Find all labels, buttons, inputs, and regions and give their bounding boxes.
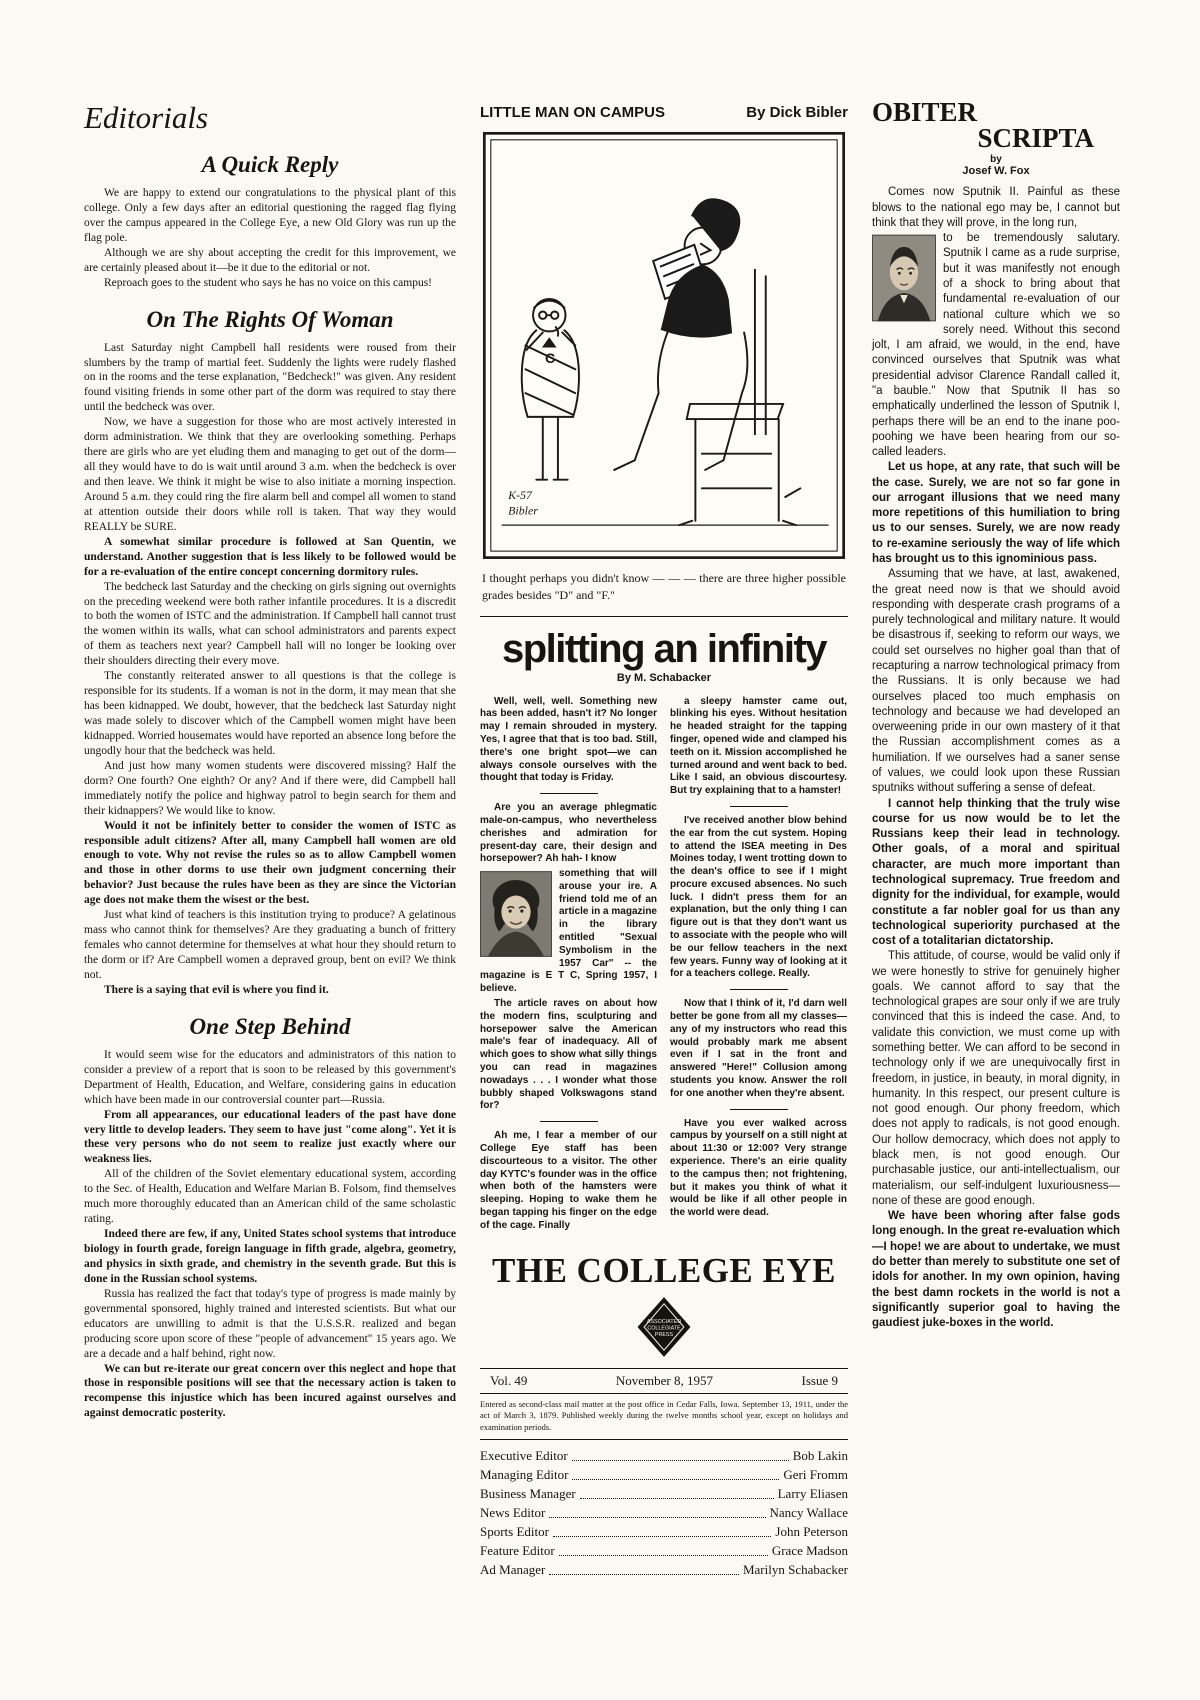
leader-dots <box>559 1555 768 1556</box>
obiter-paragraph-wrapped: to be tremendously salutary. Sputnik I came as a rude surprise, but it was manifestly not enough of a shock to bring about that fundamental re-evaluation of our national culture which we so sorely need. Without this second jolt, I am afraid, we would, in the end, have convinced ourselves that Sputnik was what presidential advisor Clarence Randall called it, "a bauble." Now that Sputnik II has so emphatically underlined the lesson of Sputnik I, perhaps there will be an end to the inane poo-poohing we have been hearing from our so-called leaders. <box>872 232 1120 459</box>
article-body-one-step-behind <box>84 1048 456 1421</box>
article-title-rights-of-woman: On The Rights Of Woman <box>146 306 394 332</box>
feature-paragraph: Now that I think of it, I'd darn well better be gone from all my classes—any of my instructors who read this would probably mark me absent even if I sat in the front and answered "Here!" Collusion among students you know. Answer the roll for one another when they're absent. <box>670 998 847 1099</box>
staff-name: Grace Madson <box>771 1542 848 1558</box>
feature-paragraph: Have you ever walked across campus by yourself on a still night at about 11:30 or 12:00? Very strange experience. There's an eirie quality to the campus then; not frightening, but it makes you think of what it would be like if all other people in the world were dead. <box>670 1117 847 1219</box>
editorial-paragraph: It would seem wise for the educators and administrators of this nation to consider a preview of a report that is soon to be released by this government's Department of Health, Education, and Welfare, considering gains in education which have been made in our controversial counter part—Russia. <box>84 1048 456 1106</box>
obiter-scripta-column <box>872 97 1120 1579</box>
cartoon-caption: I thought perhaps you didn't know — — — there are three higher possible grades besides "D" and "F." <box>482 570 846 602</box>
staff-row <box>480 1503 848 1522</box>
staff-row <box>480 1522 848 1541</box>
editorial-paragraph: Indeed there are few, if any, United States school systems that introduce biology in fourth grade, foreign language in fifth grade, algebra, geometry, and physics in sixth grade, and chemistry in the seventh grade. But this is done in the Russian school systems. <box>84 1228 456 1285</box>
leader-dots <box>572 1479 779 1480</box>
feature-paragraph: The article raves on about how the modern fins, sculpturing and horsepower salve the American male's fear of inadequacy. All of which goes to show what silly things you can read in magazines nowadays . . . I wonder what those bubbly shaped Volkswagons stand for? <box>480 998 657 1112</box>
center-column <box>480 100 848 1579</box>
editorial-paragraph: There is a saying that evil is where you find it. <box>104 983 329 996</box>
masthead-fine-print: Entered as second-class mail matter at the post office in Cedar Falls, Iowa. September 13, 1911, under the act of March 3, 1879. Published weekly during the twelve months school year, except on holidays and examination periods. <box>480 1394 848 1440</box>
editorial-paragraph: Although we are shy about accepting the credit for this improvement, we are certainly pleased about it—be it due to the editorial or not. <box>84 246 456 274</box>
leader-dots <box>549 1517 765 1518</box>
article-body-a-quick-reply <box>84 186 456 291</box>
obiter-paragraph: Comes now Sputnik II. Painful as these blows to the national ego may be, I cannot but think that they will prove, in the long run, <box>872 186 1120 229</box>
editorial-paragraph: All of the children of the Soviet elementary educational system, according to the Sec. of Health, Education and Welfare Marian B. Folsom, find themselves much more thoroughly educated than an American child of the same scholastic rating. <box>84 1168 456 1226</box>
feature-byline: By M. Schabacker <box>616 671 712 684</box>
obiter-paragraph: We have been whoring after false gods long enough. In the great re-evaluation which—I hope! we are about to undertake, we must do better than merely to substitute one set of idols for another. In my own opinion, having the best damn rockets in the world is not a significantly superior goal to having the gaudiest juke-boxes in the world. <box>872 1210 1120 1330</box>
cartoon-kicker: LITTLE MAN ON CAMPUS <box>480 104 665 121</box>
svg-text:COLLEGIATE: COLLEGIATE <box>647 1325 681 1332</box>
obiter-paragraph: Let us hope, at any rate, that such will be the case. Surely, we are not so far gone in our arrogant illusions that we need many more repetitions of this humiliation to bring us to our senses. Surely, we are now ready to re-examine seriously the way of life which has brought us to this ignominious pass. <box>872 461 1120 566</box>
masthead-title: THE COLLEGE EYE <box>492 1250 836 1290</box>
feature-column-2 <box>670 696 847 1235</box>
cartoon-byline: By Dick Bibler <box>746 104 848 121</box>
staff-name: Geri Fromm <box>783 1466 848 1482</box>
editorial-paragraph: Reproach goes to the student who says he has no voice on this campus! <box>104 276 433 289</box>
staff-name: Marilyn Schabacker <box>742 1561 848 1577</box>
staff-role: Feature Editor <box>480 1542 555 1558</box>
volume-row <box>480 1368 848 1394</box>
feature-paragraph: Are you an average phlegmatic male-on-campus, who nevertheless cherishes and admiration for present-day care, their design and horsepower? Ah hah- I know <box>480 802 657 865</box>
editorial-paragraph: From all appearances, our educational leaders of the past have done very little to develop leaders. They seem to have just "come along". Yet it is these very persons who do not seem to realize just exactly where our weakness lies. <box>84 1108 456 1166</box>
cartoon-signature-line1: K-57 <box>508 488 532 503</box>
svg-text:PRESS: PRESS <box>654 1331 674 1338</box>
issue-number: Issue 9 <box>801 1372 838 1388</box>
editorial-paragraph: The bedcheck last Saturday and the checking on girls signing out overnights on the preceding weekend were both rather infantile procedures. It is a discredit to both the women of ISTC and the administration. If Campbell hall cannot trust the women within its walls, what can school administrators and parents expect of them as teachers next year? Campbell hall will no longer be looking over their shoulders directing their every move. <box>84 580 456 668</box>
staff-name: Nancy Wallace <box>769 1504 848 1520</box>
obiter-paragraph: Assuming that we have, at last, awakened, the great need now is that we should avoid responding with desperate crash programs of a purely technological and military nature. It would be disastrous if, seeking to reform our ways, we could set ourselves no higher goal than that of recapturing a narrow technological primacy from the Russians. It is only because we had ourselves placed too much emphasis on technology and because we had developed an overweening pride in our own mastery of it that the Russian accomplishment comes as a humiliation. If we ourselves had a saner sense of values, we could look upon these Russian sputniks without suffering a sense of defeat. <box>872 568 1120 795</box>
editorial-paragraph: Would it not be infinitely better to consider the women of ISTC as responsible adult citizens? After all, many Campbell hall women are old enough to vote. Why not revise the rules so as to allow Campbell women and those in other dorms to use their own judgment concerning their behavior? Just because the rules have been as they are since the Victorian age does not make them the wisest or the best. <box>84 819 456 907</box>
editorial-paragraph: The constantly reiterated answer to all questions is that the college is responsible for its students. If a woman is not in the dorm, it may mean that she has been kidnapped. We doubt, however, that the bedcheck last Saturday night was made solely to discover which of the Campbell women might have been kidnapped. Worried housemates would have reported an absence long before the ungodly hour that the bedcheck was held. <box>84 670 456 757</box>
leader-dots <box>549 1574 739 1575</box>
masthead <box>480 1250 848 1579</box>
cartoon-header <box>480 104 848 121</box>
staff-role: Business Manager <box>480 1485 576 1501</box>
feature-col1-bottom <box>480 998 657 1233</box>
leader-dots <box>553 1536 771 1537</box>
cartoon-signature-line2: Bibler <box>508 503 538 518</box>
section-rule <box>540 1121 598 1122</box>
feature-headline: splitting an infinity <box>480 616 848 669</box>
editorials-section-label: Editorials <box>84 100 209 135</box>
cartoon-image <box>480 129 848 562</box>
feature-column-1 <box>480 696 657 1235</box>
editorial-paragraph: Russia has realized the fact that today's type of progress is made mainly by governmental sponsored, highly trained and interested scientists. But what our educators are unwilling to admit is that the U.S.S.R. realized and began producing score upon score of these "people of advancement" 15 years ago. We are a decade and a half behind, right now. <box>84 1287 456 1360</box>
obiter-title-line2: SCRIPTA <box>977 122 1094 153</box>
acp-logo <box>480 1294 848 1360</box>
obiter-portrait-photo <box>872 234 936 327</box>
leader-dots <box>580 1498 774 1499</box>
svg-text:ASSOCIATED: ASSOCIATED <box>646 1318 682 1325</box>
feature-col1-top <box>480 696 657 867</box>
editorial-paragraph: We can but re-iterate our great concern over this neglect and hope that those in responsible positions will see that the necessary action is taken to recompense this injustice which has been incured against ourselves and against democratic posterity. <box>84 1362 456 1420</box>
obiter-title-line1: OBITER <box>872 97 978 127</box>
svg-text:C: C <box>544 349 556 366</box>
page-content <box>84 97 1120 1579</box>
staff-role: Sports Editor <box>480 1523 549 1539</box>
staff-role: Managing Editor <box>480 1466 569 1482</box>
editorials-column <box>84 100 456 1579</box>
staff-row <box>480 1446 848 1465</box>
staff-list <box>480 1446 848 1579</box>
volume-label: Vol. 49 <box>490 1372 528 1388</box>
cartoon-drawing <box>480 129 848 562</box>
obiter-lead <box>872 185 1120 460</box>
issue-date: November 8, 1957 <box>615 1372 713 1388</box>
feature-paragraph-wrapped: something that will arouse your ire. A friend told me of an article in a magazine in the library entitled "Sexual Symbolism in the 1957 Car" -- the magazine is E T C, Spring 1957, I believe. <box>480 868 657 995</box>
staff-name: Larry Eliasen <box>777 1485 848 1501</box>
staff-row <box>480 1465 848 1484</box>
obiter-body <box>872 460 1120 1331</box>
obiter-title <box>872 97 1120 153</box>
feature-paragraph: I've received another blow behind the ear from the cut system. Hoping to attend the ISEA meeting in Des Moines today, I went trotting down to the dean's office to see if I might procure excused absences. No such luck. I didn't press them for an explanation, but the only thing I can figure out is that they don't want us to associate with the people who will be our fellow teachers in the next few years. Funny way of looking at it for a teachers college. Really. <box>670 814 847 980</box>
feature-paragraph: Well, well, well. Something new has been added, hasn't it? No longer may I remain shrouded in mystery. Yes, I agree that that is too bad. Still, there's one bright spot—we can always console ourselves with the thought that today is Friday. <box>480 695 657 784</box>
staff-name: Bob Lakin <box>792 1447 848 1463</box>
editorial-paragraph: We are happy to extend our congratulations to the physical plant of this college. Only a few days after an editorial questioning the ragged flag flying over the campus appeared in the College Eye, a new Old Glory was run up the flag pole. <box>84 187 456 244</box>
obiter-paragraph: This attitude, of course, would be valid only if we were honestly to strive for genuinely higher goals. We cannot afford to say that the technological grapes are sour only if we are truly convinced that this is indeed the case. And, to validate this conviction, we must come up with something better. We can afford to be second in technology only if we are unequivocally first in freedom, in justice, in beauty, in moral dignity, in humanity. In this respect, our present culture is not good enough. Our phony freedom, which does not apply to radicals, is not good enough. Our hollow democracy, which does not apply to black men, is not good enough. Our purchasable justice, our anti-intellectualism, our materialism, our self-indulgent luxuriousness—none of these are good enough. <box>872 950 1120 1207</box>
section-rule <box>540 793 598 794</box>
staff-role: Ad Manager <box>480 1561 546 1577</box>
staff-role: News Editor <box>480 1504 546 1520</box>
feature-paragraph: a sleepy hamster came out, blinking his eyes. Without hesitation he headed straight for the tapping finger, opened wide and clamped his teeth on it. Mission accomplished he turned around and went back to bed. Like I said, an obvious discourtesy. But try explaining that to a hamster! <box>670 695 847 797</box>
obiter-author: Josef W. Fox <box>962 165 1030 178</box>
editorial-paragraph: Now, we have a suggestion for those who are most actively interested in dorm administration. We think that they are overlooking something. Perhaps there are girls who are yet eluding them and managing to get out of the dorm—all they would have to do is wait until around 3 a.m. when the bedcheck is over and then leave. We think it might be wise to also initiate a morning inspection. Around 5 a.m. they could ring the fire alarm bell and compel all women to stand at attention outside their doors while roll is taken. That way they would REALLY be SURE. <box>84 416 456 533</box>
editorial-paragraph: Just what kind of teachers is this institution trying to produce? A gelatinous mass who cannot think for themselves? Are they graduating a bunch of frittery females who cannot determine for themselves at what hour they should return to the dorm or if? Are Campbell women a depraved group, bent on evil? We think not. <box>84 909 456 981</box>
staff-row <box>480 1560 848 1579</box>
editorial-paragraph: A somewhat similar procedure is followed at San Quentin, we understand. Another suggestion that is less likely to be followed would be for a re-evaluation of the entire concept concerning dormitory rules. <box>84 535 456 578</box>
editorial-paragraph: And just how many women students were discovered missing? Half the dorm? One fourth? One eighth? Or any? And if there were, did Campbell hall immediately notify the police and highway patrol to begin search for them and their kidnappers? We would like to know. <box>84 759 456 817</box>
article-title-one-step-behind: One Step Behind <box>189 1013 351 1039</box>
feature-article <box>480 696 848 1235</box>
article-title-a-quick-reply: A Quick Reply <box>201 152 339 177</box>
feature-portrait-photo <box>480 871 552 962</box>
leader-dots <box>572 1460 789 1461</box>
obiter-by-label: by <box>990 154 1002 166</box>
feature-paragraph: Ah me, I fear a member of our College Eye staff has been discourteous to a visitor. The other day KYTC's founder was in the office when both of the hamsters were sleeping. Hoping to wake them he began tapping his finger on the edge of the cage. Finally <box>480 1130 657 1231</box>
staff-role: Executive Editor <box>480 1447 568 1463</box>
staff-row <box>480 1484 848 1503</box>
obiter-paragraph: I cannot help thinking that the truly wise course for us now would be to let the Russians keep their lead in technology. Other goals, of a moral and spiritual character, are much more important than technological supremacy. True freedom and dignity for the individual, for example, would constitute a far nobler goal for us than any technological superiority purchased at the cost of a totalitarian dictatorship. <box>872 797 1120 948</box>
article-body-rights-of-woman <box>84 341 456 998</box>
staff-row <box>480 1541 848 1560</box>
section-rule <box>730 806 788 807</box>
feature-photo-block <box>480 868 657 998</box>
staff-name: John Peterson <box>775 1523 848 1539</box>
section-rule <box>730 989 788 990</box>
editorial-paragraph: Last Saturday night Campbell hall residents were roused from their slumbers by the tramp of martial feet. Suddenly the lights were rudely flashed on in the rooms and the terse explanation, "Bedcheck!" was given. Any resident found visiting friends in some other part of the dorm was required to stay there until the bedcheck was over. <box>84 341 456 414</box>
section-rule <box>730 1109 788 1110</box>
